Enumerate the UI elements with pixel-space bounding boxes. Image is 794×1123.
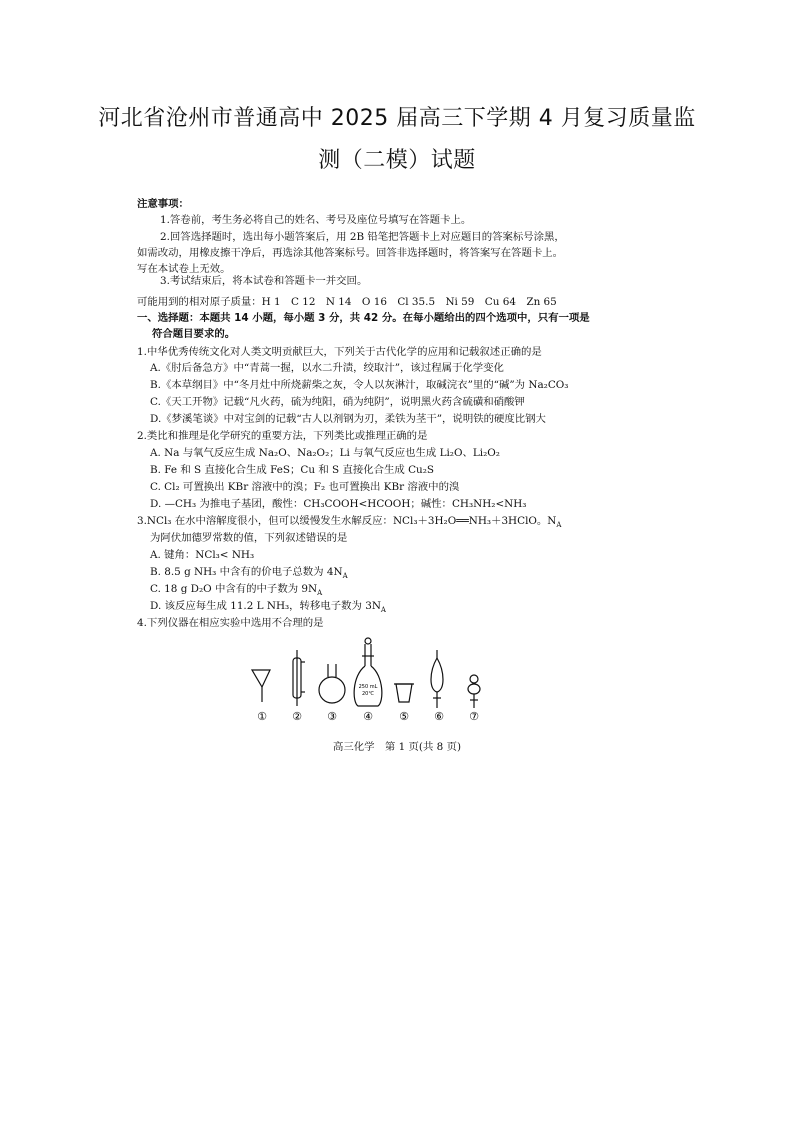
notice-heading: 注意事项： (137, 198, 189, 210)
q1-option-b: B.《本草纲目》中“冬月灶中所烧薪柴之灰，令人以灰淋汁，取碱浣衣”里的“碱”为 Na₂CO₃ (150, 379, 569, 391)
q3-stem-2: 为阿伏加德罗常数的值，下列叙述错误的是 (150, 532, 348, 544)
apparatus-label-1: ① (257, 710, 267, 723)
round-bottom-flask-icon (319, 664, 345, 703)
q3-option-c: C. 18 g D₂O 中含有的中子数为 $9N_A$ (150, 583, 323, 598)
flask-volume-label: 250 mL (358, 684, 378, 690)
funnel-icon (252, 670, 270, 702)
q1-option-d: D.《梦溪笔谈》中对宝剑的记载“古人以剂钢为刃，柔铁为茎干”，说明铁的硬度比钢大 (150, 413, 546, 425)
q3-option-d: D. 该反应每生成 11.2 L NH₃，转移电子数为 $3N_A$ (150, 600, 386, 615)
q1-option-a: A.《肘后备急方》中“青蒿一握，以水二升渍，绞取汁”，该过程属于化学变化 (150, 362, 504, 374)
exam-title-line1: 河北省沧州市普通高中 2025 届高三下学期 4 月复习质量监 (98, 106, 696, 131)
dropping-funnel-icon (468, 675, 480, 708)
q3-stem-1: 3.NCl₃ 在水中溶解度很小，但可以缓慢发生水解反应：NCl₃＋3H₂O══NH₃＋3HClO。$N_A$ (137, 515, 562, 530)
q3-option-b: B. 8.5 g NH₃ 中含有的价电子总数为 $4N_A$ (150, 566, 348, 581)
apparatus-label-2: ② (292, 710, 302, 723)
condenser-icon (293, 650, 305, 706)
apparatus-label-3: ③ (327, 710, 337, 723)
notice-item-2a: 2.回答选择题时，选出每小题答案后，用 2B 铅笔把答题卡上对应题目的答案标号涂黑， (160, 231, 565, 243)
flask-temp-label: 20℃ (362, 691, 374, 697)
notice-item-3: 3.考试结束后，将本试卷和答题卡一并交回。 (160, 275, 368, 287)
apparatus-label-6: ⑥ (434, 710, 444, 723)
q1-stem: 1.中华优秀传统文化对人类文明贡献巨大，下列关于古代化学的应用和记载叙述正确的是 (137, 346, 542, 358)
q3-option-a: A. 键角：NCl₃< NH₃ (150, 549, 255, 561)
lab-apparatus-figure (244, 632, 494, 724)
separatory-funnel-icon (431, 650, 443, 708)
notice-item-1: 1.答卷前，考生务必将自己的姓名、考号及座位号填写在答题卡上。 (160, 214, 472, 226)
section-1-heading-cont: 符合题目要求的。 (152, 328, 236, 340)
apparatus-label-4: ④ (363, 710, 373, 723)
notice-item-2c: 写在本试卷上无效。 (137, 263, 231, 275)
q2-option-b: B. Fe 和 S 直接化合生成 FeS；Cu 和 S 直接化合生成 Cu₂S (150, 464, 435, 476)
q2-stem: 2.类比和推理是化学研究的重要方法，下列类比或推理正确的是 (137, 430, 428, 442)
q1-option-c: C.《天工开物》记载“凡火药，硫为纯阳，硝为纯阴”，说明黑火药含硫磺和硝酸钾 (150, 396, 525, 408)
q2-option-d: D. —CH₃ 为推电子基团，酸性：CH₃COOH<HCOOH；碱性：CH₃NH₂<NH₃ (150, 498, 527, 510)
atomic-masses: 可能用到的相对原子质量：H 1 C 12 N 14 O 16 Cl 35.5 Ni 59 Cu 64 Zn 65 (137, 296, 557, 308)
q2-option-c: C. Cl₂ 可置换出 KBr 溶液中的溴；F₂ 也可置换出 KBr 溶液中的溴 (150, 481, 460, 493)
page-footer: 高三化学 第 1 页(共 8 页) (332, 741, 462, 753)
exam-title-line2: 测（二模）试题 (318, 148, 476, 173)
q4-stem: 4.下列仪器在相应实验中选用不合理的是 (137, 617, 324, 629)
apparatus-label-5: ⑤ (399, 710, 409, 723)
crucible-icon (394, 684, 414, 702)
apparatus-label-7: ⑦ (469, 710, 479, 723)
notice-item-2b: 如需改动，用橡皮擦干净后，再选涂其他答案标号。回答非选择题时，将答案写在答题卡上。 (137, 247, 564, 259)
q2-option-a: A. Na 与氧气反应生成 Na₂O、Na₂O₂；Li 与氧气反应也生成 Li₂O、Li₂O₂ (150, 447, 500, 459)
section-1-heading: 一、选择题：本题共 14 小题，每小题 3 分，共 42 分。在每小题给出的四个选项中，只有一项是 (137, 312, 590, 324)
